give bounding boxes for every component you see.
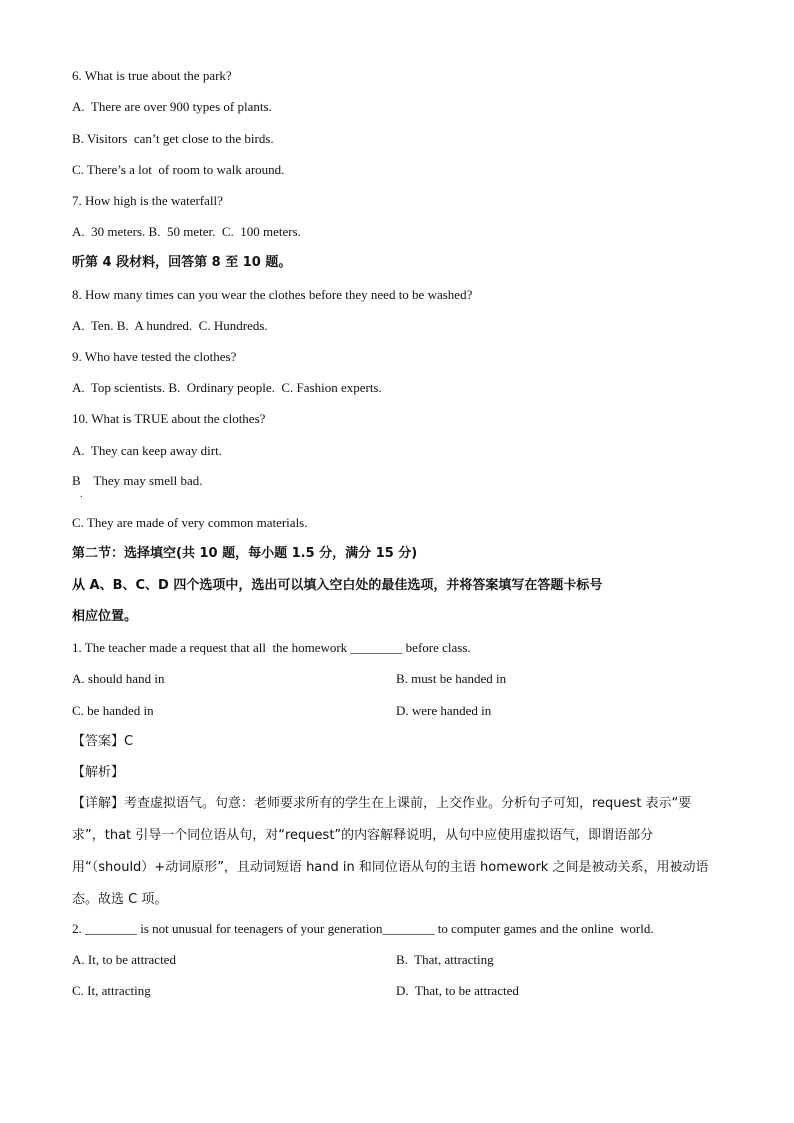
question-6-option-a: A. There are over 900 types of plants. [72, 99, 272, 114]
question-10-option-c: C. They are made of very common materials. [72, 515, 308, 530]
part-2-instruction-line-1: 从 A、B、C、D 四个选项中，选出可以填入空白处的最佳选项，并将答案填写在答题卡标号 [72, 578, 603, 593]
blank-question-1-option-a: A. should hand in [72, 671, 165, 686]
detail-explanation-text: 【详解】考查虚拟语气。句意：老师要求所有的学生在上课前，上交作业。分析句子可知，request 表示“要求”，that 引导一个同位语从句，对“request”的内容解释说明，从句中应使用虚拟语气，即谓语部分用“（should）+动词原形”，且动词短语 hand in 和同位语从句的主语 homework 之间是被动关系，用被动语态。故选 C 项。 [72, 796, 709, 907]
question-7: 7. How high is the waterfall? [72, 193, 223, 208]
part-2-instruction-line-2: 相应位置。 [72, 609, 138, 624]
question-7-options: A. 30 meters. B. 50 meter. C. 100 meters. [72, 224, 301, 239]
blank-question-1-option-c: C. be handed in [72, 703, 154, 718]
section-4-heading: 听第 4 段材料，回答第 8 至 10 题。 [72, 255, 292, 270]
question-6: 6. What is true about the park? [72, 68, 232, 83]
answer-label: 【答案】C [72, 734, 134, 749]
question-6-option-c: C. There’s a lot of room to walk around. [72, 162, 285, 177]
question-9-options: A. Top scientists. B. Ordinary people. C. Fashion experts. [72, 380, 382, 395]
question-6-option-b: B. Visitors can’t get close to the birds. [72, 131, 274, 146]
question-10-option-b: B They may smell bad. [72, 473, 203, 488]
analysis-label: 【解析】 [72, 765, 125, 780]
blank-question-2-option-b: B. That, attracting [396, 952, 494, 967]
detail-explanation [72, 788, 712, 916]
part-2-heading: 第二节：选择填空(共 10 题，每小题 1.5 分，满分 15 分) [72, 546, 418, 561]
blank-question-2-option-d: D. That, to be attracted [396, 983, 519, 998]
blank-question-1: 1. The teacher made a request that all the homework ________ before class. [72, 640, 471, 655]
question-8-options: A. Ten. B. A hundred. C. Hundreds. [72, 318, 268, 333]
question-10: 10. What is TRUE about the clothes? [72, 411, 266, 426]
blank-question-1-option-d: D. were handed in [396, 703, 492, 718]
blank-question-2: 2. ________ is not unusual for teenagers of your generation________ to computer games and the online world. [72, 921, 654, 936]
question-10-option-a: A. They can keep away dirt. [72, 443, 222, 458]
blank-question-2-option-c: C. It, attracting [72, 983, 151, 998]
stray-dot: . [80, 489, 83, 500]
blank-question-1-option-b: B. must be handed in [396, 671, 507, 686]
question-9: 9. Who have tested the clothes? [72, 349, 237, 364]
question-8: 8. How many times can you wear the clothes before they need to be washed? [72, 287, 473, 302]
blank-question-2-option-a: A. It, to be attracted [72, 952, 176, 967]
